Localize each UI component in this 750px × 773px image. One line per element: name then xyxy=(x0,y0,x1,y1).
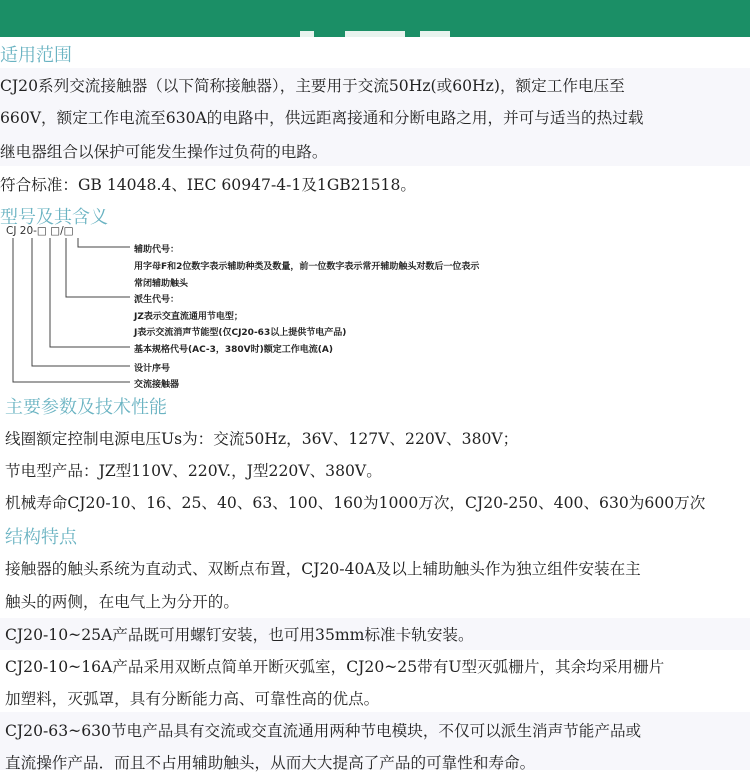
structure-line-1: 接触器的触头系统为直动式、双断点布置，CJ20-40A及以上辅助触头作为独立组件安装在主 xyxy=(5,560,641,578)
label-jz: JZ表示交直流通用节电型； xyxy=(134,312,243,322)
label-aux-desc-2: 常闭辅助触头 xyxy=(134,279,189,289)
scope-text-line-3: 继电器组合以保护可能发生操作过负荷的电路。 xyxy=(0,143,328,161)
label-contactor: 交流接触器 xyxy=(134,380,180,390)
params-line-3: 机械寿命CJ20-10、16、25、40、63、100、160为1000万次，CJ20-250、400、630为600万次 xyxy=(5,494,706,512)
standards-text: 符合标准：GB 14048.4、IEC 60947-4-1及1GB21518。 xyxy=(0,176,416,194)
scope-text-line-2: 660V，额定工作电流至630A的电路中，供远距离接通和分断电路之用，并可与适当的热过载 xyxy=(0,109,644,127)
structure-line-2: 触头的两侧，在电气上为分开的。 xyxy=(5,593,239,611)
label-design-no: 设计序号 xyxy=(134,364,171,374)
structure-line-6: CJ20-63~630节电产品具有交流或交直流通用两种节电模块，不仅可以派生消声节能产品或 xyxy=(5,722,642,740)
structure-line-5: 加塑料，灭弧罩，具有分断能力高、可靠性高的优点。 xyxy=(5,690,380,708)
params-line-2: 节电型产品：JZ型110V、220V.，J型220V、380V。 xyxy=(5,462,382,480)
structure-line-7: 直流操作产品．而且不占用辅助触头，从而大大提高了产品的可靠性和寿命。 xyxy=(5,754,536,772)
scope-text-line-1: CJ20系列交流接触器（以下简称接触器），主要用于交流50Hz(或60Hz)，额定工作电压至 xyxy=(0,77,625,95)
structure-line-4: CJ20-10~16A产品采用双断点简单开断灭弧室，CJ20~25带有U型灭弧栅片，其余均采用栅片 xyxy=(5,658,665,676)
section-title-model: 型号及其含义 xyxy=(0,207,108,228)
label-j: J表示交流消声节能型(仅CJ20-63以上提供节电产品) xyxy=(134,328,347,338)
section-title-params: 主要参数及技术性能 xyxy=(5,397,167,418)
label-derived-code: 派生代号： xyxy=(134,295,180,305)
label-aux-code: 辅助代号： xyxy=(134,245,180,255)
label-rated-current: 基本规格代号(AC-3，380V时)额定工作电流(A) xyxy=(134,345,333,355)
label-aux-desc: 用字母F和2位数字表示辅助种类及数量，前一位数字表示常开辅助触头对数后一位表示 xyxy=(134,262,480,272)
structure-line-3: CJ20-10~25A产品既可用螺钉安装，也可用35mm标准卡轨安装。 xyxy=(5,626,474,644)
section-title-scope: 适用范围 xyxy=(0,45,72,66)
params-line-1: 线圈额定控制电源电压Us为：交流50Hz，36V、127V、220V、380V； xyxy=(5,430,519,448)
model-code: CJ 20-□ □/□ xyxy=(6,225,74,237)
section-title-structure: 结构特点 xyxy=(5,527,77,548)
